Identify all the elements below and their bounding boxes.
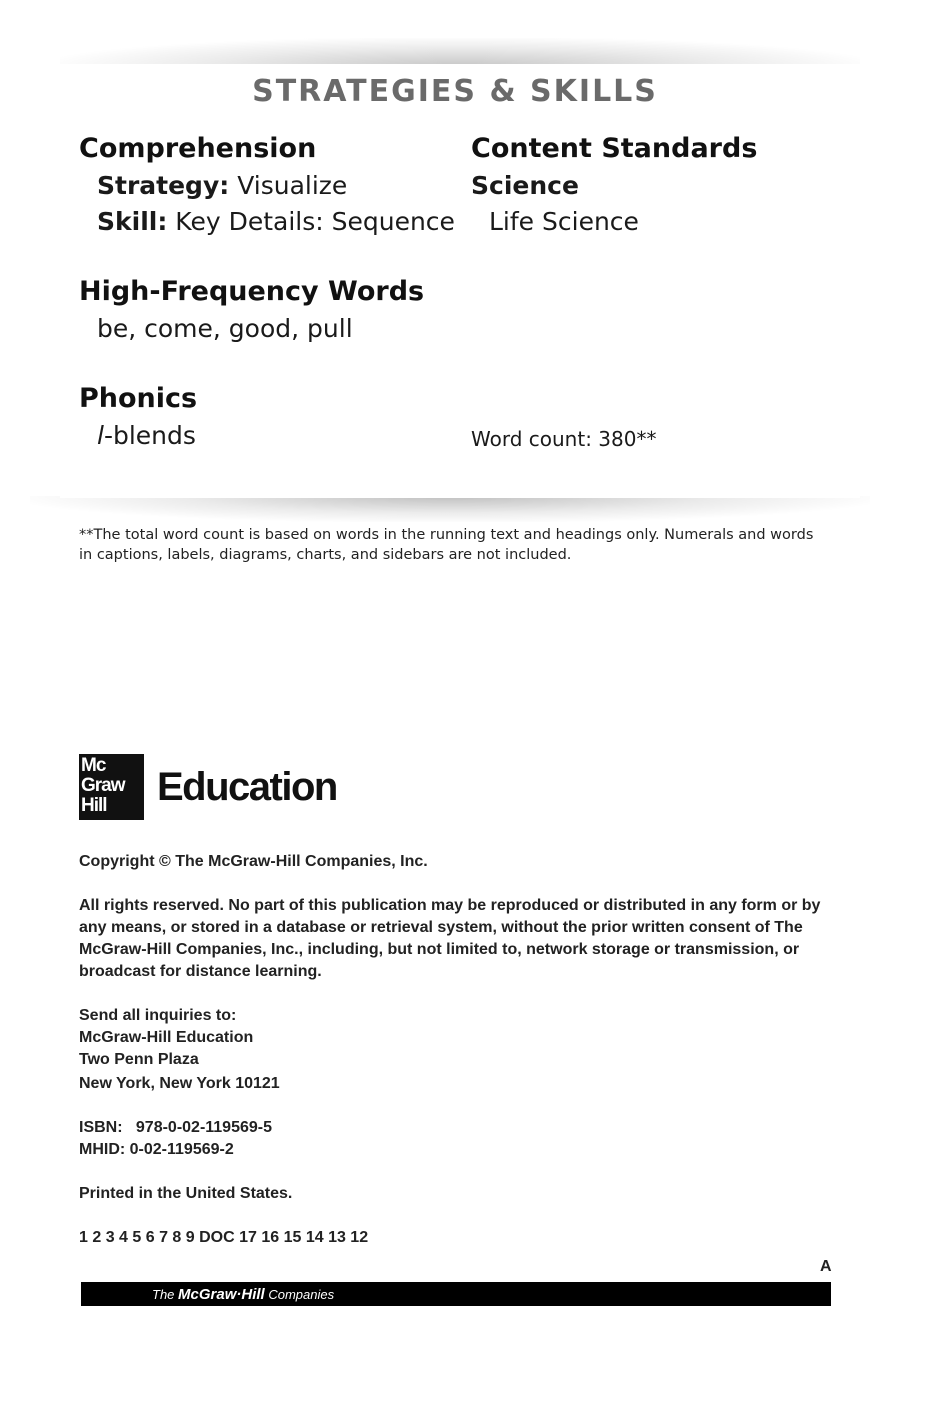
phonics-heading: Phonics bbox=[79, 383, 198, 414]
skills-box-title: STRATEGIES & SKILLS bbox=[252, 74, 658, 109]
address-line-3: New York, New York 10121 bbox=[79, 1075, 280, 1092]
footer-prefix: The bbox=[152, 1287, 175, 1302]
inquiries-block bbox=[79, 1005, 839, 1095]
logo-education-wordmark: Education bbox=[157, 765, 337, 809]
printed-line: Printed in the United States. bbox=[79, 1185, 293, 1202]
logo-line-graw: Graw bbox=[81, 775, 125, 796]
strategy-value: Visualize bbox=[237, 171, 348, 200]
footer-brand: McGraw·Hill bbox=[178, 1286, 265, 1303]
skills-box-shadow-bottom bbox=[30, 496, 870, 522]
skill-value: Key Details: Sequence bbox=[175, 207, 455, 236]
print-number-line: 1 2 3 4 5 6 7 8 9 DOC 17 16 15 14 13 12 bbox=[79, 1229, 369, 1246]
skill-label: Skill: bbox=[97, 207, 168, 236]
address-line-1: McGraw-Hill Education bbox=[79, 1029, 254, 1046]
logo-line-mc: Mc bbox=[81, 755, 106, 776]
word-count-footnote: **The total word count is based on words in the running text and headings only. Numerals and words in captions, labels, diagrams, charts, and sidebars are not included. bbox=[79, 527, 814, 563]
logo-line-hill: Hill bbox=[81, 795, 107, 816]
life-science-area: Life Science bbox=[489, 207, 639, 236]
address-line-2: Two Penn Plaza bbox=[79, 1051, 199, 1068]
science-subject: Science bbox=[471, 171, 579, 200]
strategy-line bbox=[97, 171, 347, 200]
content-standards-heading: Content Standards bbox=[471, 133, 758, 164]
word-count: Word count: 380** bbox=[471, 427, 657, 451]
mcgraw-hill-logo bbox=[79, 754, 144, 820]
rights-paragraph: All rights reserved. No part of this publication may be reproduced or distributed in any form or by any means, or stored in a database or retrieval system, without the prior written consent of The McGraw-Hill Companies, Inc., including, but not limited to, network storage or transmission, or broadcast for distance learning. bbox=[79, 897, 821, 980]
comprehension-heading: Comprehension bbox=[79, 133, 317, 164]
strategy-label: Strategy: bbox=[97, 171, 230, 200]
high-frequency-words: be, come, good, pull bbox=[97, 314, 353, 343]
skill-line bbox=[97, 207, 455, 236]
inquiries-label: Send all inquiries to: bbox=[79, 1007, 237, 1024]
corner-letter: A bbox=[820, 1258, 832, 1275]
copyright-line: Copyright © The McGraw-Hill Companies, Inc. bbox=[79, 853, 428, 870]
phonics-suffix: -blends bbox=[103, 421, 196, 450]
isbn-line: ISBN: 978-0-02-119569-5 bbox=[79, 1119, 272, 1136]
footer-suffix: Companies bbox=[268, 1287, 335, 1302]
mhid-line: MHID: 0-02-119569-2 bbox=[79, 1141, 234, 1158]
skills-box-shadow-top bbox=[60, 38, 860, 66]
high-frequency-heading: High-Frequency Words bbox=[79, 276, 425, 307]
phonics-letter: l bbox=[97, 421, 104, 450]
phonics-skill bbox=[97, 421, 196, 450]
footer-bar-text bbox=[152, 1286, 334, 1303]
